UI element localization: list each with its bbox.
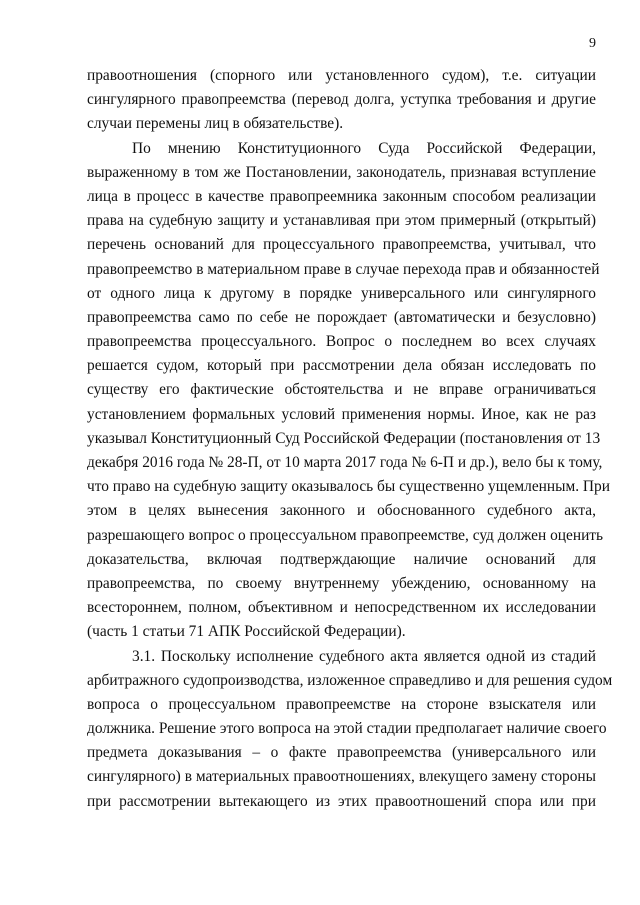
- text-line: при рассмотрении вытекающего из этих правоотношений спора или при: [87, 792, 596, 810]
- text-line: (часть 1 статьи 71 АПК Российской Федерации).: [87, 623, 406, 641]
- text-line: случаи перемены лиц в обязательстве).: [87, 115, 344, 133]
- text-line: правопреемства, по своему внутреннему убеждению, основанному на: [87, 574, 596, 592]
- text-line: правопреемства само по себе не порождает (автоматически и безусловно): [87, 308, 596, 326]
- text-line: существу его фактические обстоятельства и не вправе ограничиваться: [87, 381, 596, 399]
- text-line: 3.1. Поскольку исполнение судебного акта является одной из стадий: [132, 647, 596, 665]
- text-line: правопреемства процессуального. Вопрос о последнем во всех случаях: [87, 333, 596, 351]
- text-line: что право на судебную защиту оказывалось бы существенно ущемленным. При: [87, 478, 610, 496]
- text-line: перечень оснований для процессуального правопреемства, учитывал, что: [87, 236, 596, 254]
- text-line: предмета доказывания – о факте правопреемства (универсального или: [87, 744, 596, 762]
- text-line: вопроса о процессуальном правопреемстве на стороне взыскателя или: [87, 695, 596, 713]
- text-line: выраженному в том же Постановлении, законодатель, признавая вступление: [87, 163, 596, 181]
- text-line: доказательства, включая подтверждающие наличие оснований для: [87, 550, 596, 568]
- text-line: решается судом, который при рассмотрении дела обязан исследовать по: [87, 357, 596, 375]
- text-line: разрешающего вопрос о процессуальном правопреемстве, суд должен оценить: [87, 526, 604, 544]
- text-line: сингулярного) в материальных правоотношениях, влекущего замену стороны: [87, 768, 596, 786]
- text-line: установлением формальных условий применения нормы. Иное, как не раз: [87, 405, 596, 423]
- text-line: от одного лица к другому в порядке универсального или сингулярного: [87, 284, 596, 302]
- text-line: лица в процесс в качестве правопреемника законным способом реализации: [87, 187, 596, 205]
- page-number: 9: [589, 36, 596, 51]
- text-line: правопреемство в материальном праве в случае перехода прав и обязанностей: [87, 260, 600, 278]
- text-line: указывал Конституционный Суд Российской Федерации (постановления от 13: [87, 429, 601, 447]
- text-line: арбитражного судопроизводства, изложенное справедливо и для решения судом: [87, 671, 613, 689]
- text-line: правоотношения (спорного или установленного судом), т.е. ситуации: [87, 67, 596, 84]
- text-line: права на судебную защиту и устанавливая при этом примерный (открытый): [87, 212, 596, 230]
- text-line: декабря 2016 года № 28-П, от 10 марта 2017 года № 6-П и др.), вело бы к тому,: [87, 454, 603, 471]
- document-body: [87, 64, 613, 814]
- text-line: сингулярного правопреемства (перевод долга, уступка требования и другие: [87, 91, 596, 109]
- text-line: всестороннем, полном, объективном и непосредственном их исследовании: [87, 599, 596, 617]
- text-line: этом в целях вынесения законного и обоснованного судебного акта,: [87, 502, 596, 520]
- text-line: должника. Решение этого вопроса на этой стадии предполагает наличие своего: [87, 720, 607, 738]
- text-line: По мнению Конституционного Суда Российской Федерации,: [132, 139, 596, 157]
